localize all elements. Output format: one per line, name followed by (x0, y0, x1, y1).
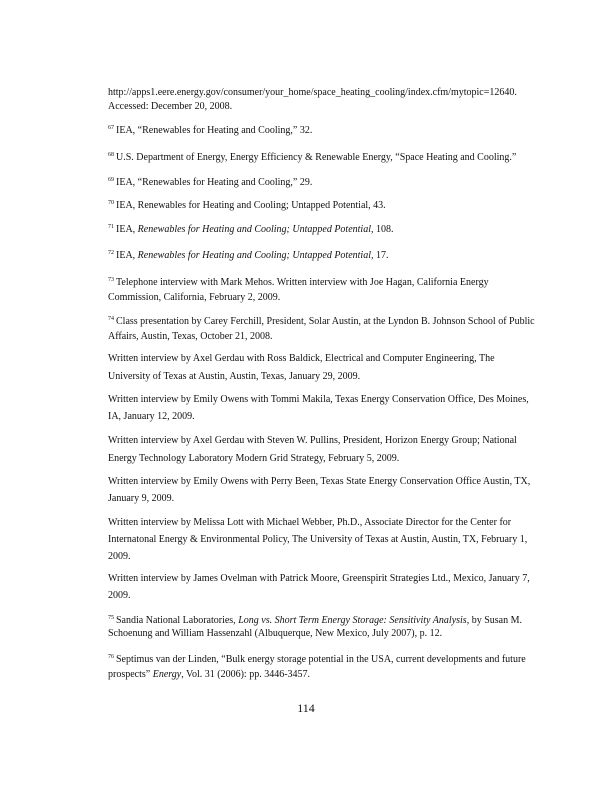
footnote-entry (108, 219, 548, 236)
italic-title: Renewables for Heating and Cooling; Untapped Potential, (137, 250, 374, 261)
italic-title: Long vs. Short Term Energy Storage: Sensitivity Analysis (238, 615, 467, 626)
footnote-entry (108, 648, 548, 684)
footnote-line (108, 86, 548, 100)
footnote-text: Schoenung and William Hassenzahl (Albuquerque, New Mexico, July 2007), p. 12. (108, 628, 443, 639)
footnote-text: 2009. (108, 590, 131, 601)
footnote-entry (108, 310, 548, 346)
footnote-text: IEA, (116, 250, 138, 261)
footnote-text: 108. (373, 224, 394, 235)
footnote-text: Accessed: December 20, 2008. (108, 101, 233, 112)
footnote-entry (108, 570, 548, 604)
footnote-number: 71 (108, 224, 114, 230)
footnote-entry (108, 473, 548, 507)
footnote-number: 73 (108, 277, 114, 283)
footnote-text: Written interview by Melissa Lott with Michael Webber, Ph.D., Associate Director for the Center for (108, 517, 512, 528)
footnote-entry (108, 514, 548, 565)
footnote-entry (108, 147, 548, 164)
italic-title: Energy (152, 669, 182, 680)
footnote-line (108, 666, 548, 684)
footnote-number: 75 (108, 615, 114, 621)
footnote-line (108, 450, 548, 468)
italic-title: Renewables for Heating and Cooling; Untapped Potential, (137, 224, 374, 235)
page-number: 114 (297, 701, 315, 715)
footnote-text: January 9, 2009. (108, 493, 175, 504)
footnote-text: , Vol. 31 (2006): pp. 3446-3457. (181, 669, 311, 680)
footnote-line (108, 289, 548, 306)
footnote-text: 2009. (108, 551, 131, 562)
footnote-entry (108, 391, 548, 425)
footnote-text: prospects” (108, 669, 153, 680)
footnote-text: Written interview by Emily Owens with Tommi Makila, Texas Energy Conservation Office, Des Moines, (108, 394, 529, 405)
footnote-text: Class presentation by Carey Ferchill, President, Solar Austin, at the Lyndon B. Johnson School of Public (116, 316, 535, 327)
footnote-line (108, 272, 548, 289)
footnote-line (108, 514, 548, 531)
footnote-text: 17. (373, 250, 389, 261)
footnote-line (108, 391, 548, 408)
footnote-text: , by Susan M. (466, 615, 522, 626)
footnote-number: 74 (108, 316, 114, 322)
footnote-text: Telephone interview with Mark Mehos. Written interview with Joe Hagan, California Energy (116, 277, 489, 288)
footnote-line (108, 570, 548, 587)
footnote-number: 67 (108, 125, 114, 131)
footnote-text: IA, January 12, 2009. (108, 411, 195, 422)
footnote-line (108, 245, 548, 262)
footnote-text: U.S. Department of Energy, Energy Efficiency & Renewable Energy, “Space Heating and Cooling.” (116, 152, 517, 163)
footnote-entry (108, 195, 548, 212)
footnote-entry (108, 172, 548, 189)
footnote-text: Energy Technology Laboratory Modern Grid Strategy, February 5, 2009. (108, 453, 400, 464)
footnote-text: http://apps1.eere.energy.gov/consumer/your_home/space_heating_cooling/index.cfm/mytopic=12640. (108, 87, 517, 98)
footnote-text: Internatonal Energy & Environmental Policy, The University of Texas at Austin, Austin, TX, February 1, (108, 534, 528, 545)
footnote-line (108, 408, 548, 425)
footnote-line (108, 587, 548, 604)
footnote-text: Septimus van der Linden, “Bulk energy storage potential in the USA, current developments and future (116, 654, 526, 665)
footnote-line (108, 548, 548, 565)
footnote-entry (108, 432, 548, 468)
footnote-number: 68 (108, 152, 114, 158)
footnote-line (108, 350, 548, 368)
footnote-line (108, 432, 548, 450)
footnote-line (108, 626, 548, 642)
footnote-text: Commission, California, February 2, 2009. (108, 292, 281, 303)
footnote-line (108, 490, 548, 507)
footnote-number: 76 (108, 654, 114, 660)
footnote-text: IEA, (116, 224, 138, 235)
footnote-entry (108, 610, 548, 642)
footnote-line (108, 100, 548, 114)
footnote-number: 72 (108, 250, 114, 256)
footnote-line (108, 368, 548, 386)
footnote-text: IEA, “Renewables for Heating and Cooling,” 29. (116, 177, 313, 188)
footnote-text: IEA, Renewables for Heating and Cooling; Untapped Potential, 43. (116, 200, 386, 211)
footnote-line (108, 473, 548, 490)
footnote-text: Affairs, Austin, Texas, October 21, 2008. (108, 331, 273, 342)
footnote-line (108, 610, 548, 626)
footnote-entry (108, 120, 548, 137)
footnote-text: IEA, “Renewables for Heating and Cooling,” 32. (116, 125, 313, 136)
footnote-entry (108, 245, 548, 262)
footnote-line (108, 531, 548, 548)
footnote-entry (108, 350, 548, 386)
footnote-text: Written interview by Axel Gerdau with Ross Baldick, Electrical and Computer Engineering, The (108, 353, 495, 364)
footnote-text: Written interview by James Ovelman with Patrick Moore, Greenspirit Strategies Ltd., Mexico, January 7, (108, 573, 530, 584)
footnote-line (108, 328, 548, 346)
footnote-line (108, 172, 548, 189)
footnote-number: 69 (108, 177, 114, 183)
footnote-number: 70 (108, 200, 114, 206)
footnote-text: Written interview by Axel Gerdau with Steven W. Pullins, President, Horizon Energy Group; National (108, 435, 517, 446)
footnote-text: Sandia National Laboratories, (116, 615, 239, 626)
footnote-line (108, 219, 548, 236)
footnote-text: University of Texas at Austin, Austin, Texas, January 29, 2009. (108, 371, 361, 382)
footnote-line (108, 147, 548, 164)
footnote-text: Written interview by Emily Owens with Perry Been, Texas State Energy Conservation Office Austin, TX, (108, 476, 531, 487)
footnote-entry (108, 272, 548, 306)
footnote-line (108, 120, 548, 137)
footnote-line (108, 195, 548, 212)
footnote-entry (108, 86, 548, 114)
footnote-line (108, 648, 548, 666)
footnote-line (108, 310, 548, 328)
